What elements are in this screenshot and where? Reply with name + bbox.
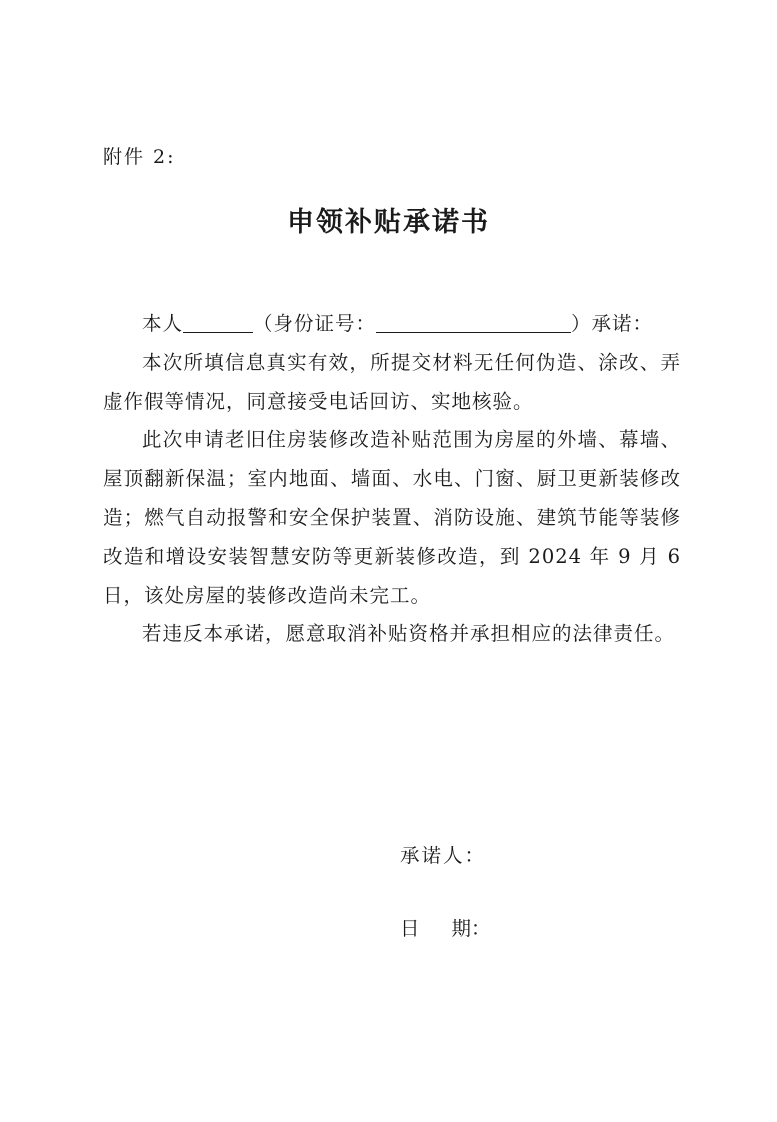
paragraph-liability: 若违反本承诺，愿意取消补贴资格并承担相应的法律责任。	[142, 622, 676, 646]
pledge-line	[103, 305, 681, 344]
date-label	[400, 913, 491, 941]
pledge-suffix: ）承诺：	[571, 312, 654, 335]
date-label-day: 日	[400, 917, 420, 940]
attachment-label: 附件 2:	[103, 146, 176, 168]
signer-label: 承诺人：	[400, 844, 487, 867]
document-body	[103, 305, 681, 654]
id-label: （身份证号：	[253, 312, 377, 335]
date-label-period: 期：	[451, 917, 491, 940]
document-title: 申领补贴承诺书	[287, 207, 490, 238]
pledge-prefix: 本人	[142, 312, 184, 335]
name-blank	[183, 310, 253, 333]
paragraph-info-truthful: 本次所填信息真实有效，所提交材料无任何伪造、涂改、弄虚作假等情况，同意接受电话回访、实地核验。	[103, 350, 681, 413]
paragraph-subsidy-scope: 此次申请老旧住房装修改造补贴范围为房屋的外墙、幕墙、屋顶翻新保温；室内地面、墙面、水电、门窗、厨卫更新装修改造；燃气自动报警和安全保护装置、消防设施、建筑节能等装修改造和增设安装智慧安防等更新装修改造，到 2024 年 9 月 6 日，该处房屋的装修改造尚未完工。	[103, 428, 681, 607]
id-number-blank	[376, 310, 571, 333]
